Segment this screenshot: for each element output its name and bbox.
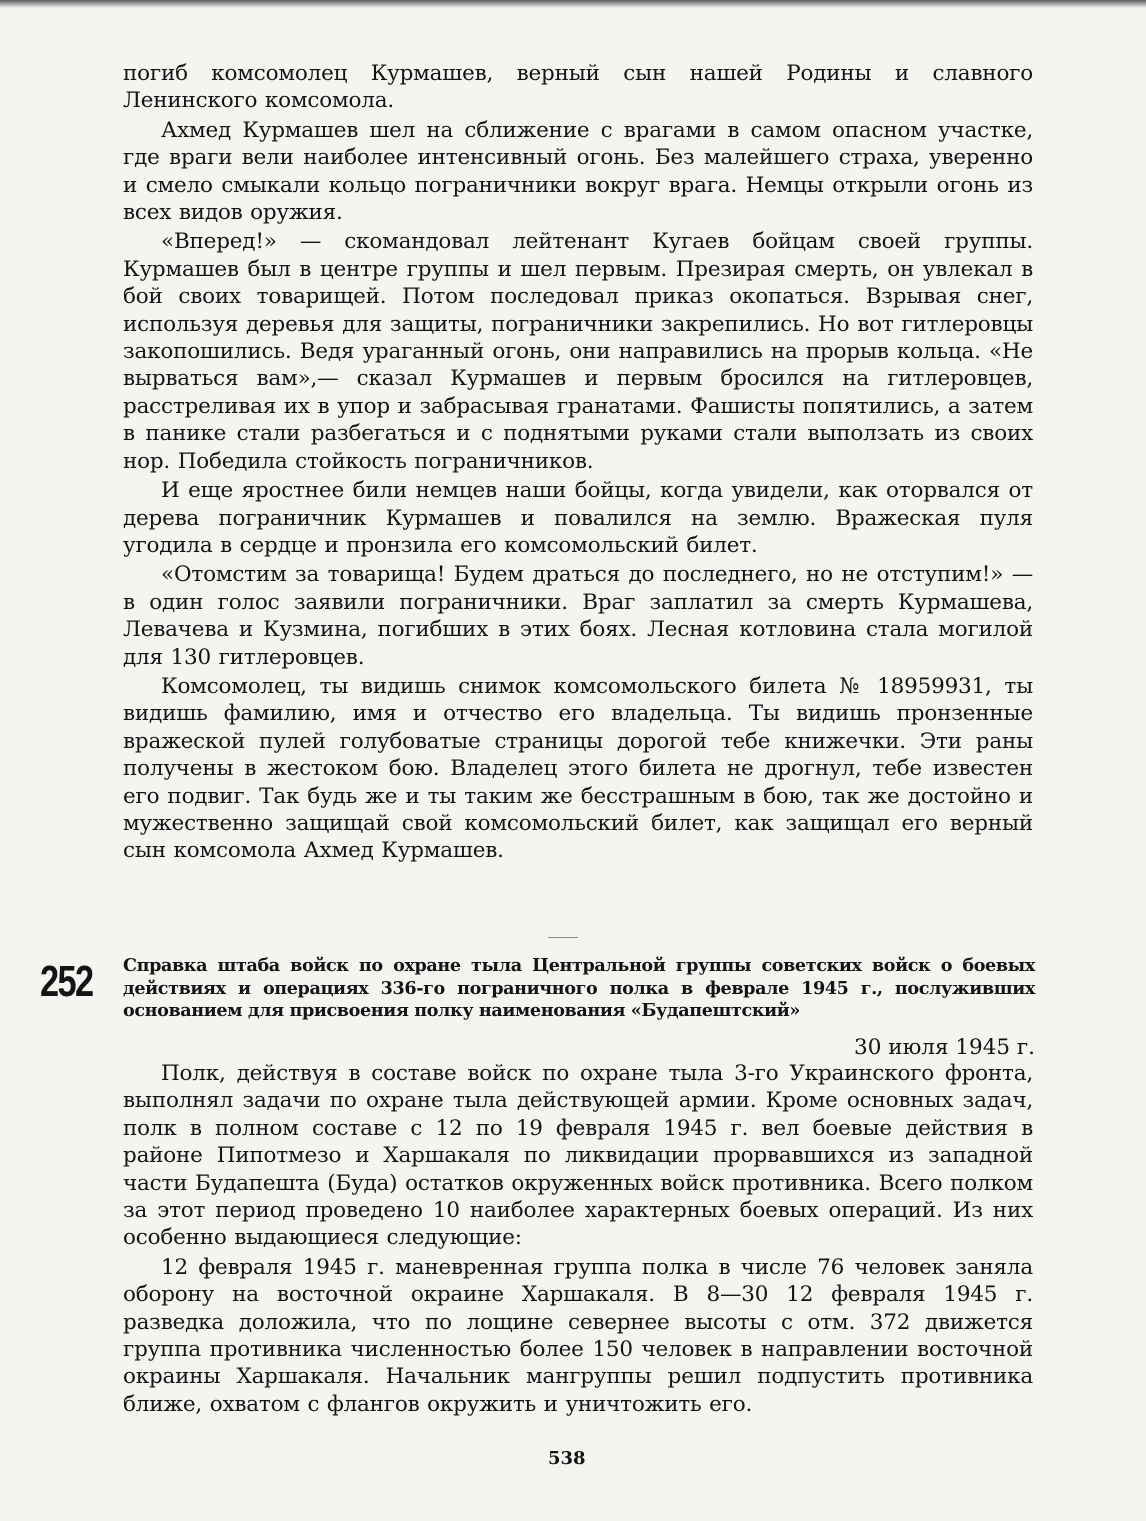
section-divider [548,937,578,938]
paragraph: погиб комсомолец Курмашев, верный сын нашей Родины и славного Ленинского комсомола. [123,61,1033,114]
body-text-bottom [123,1060,1033,1418]
page-number: 538 [548,1448,586,1469]
paragraph: Полк, действуя в составе войск по охране тыла 3-го Украинского фронта, выполнял задачи по охране тыла действующей армии. Кроме основных задач, полк в полном составе с 12 по 19 февраля 1945 г. вел боевые действия в районе Пипотмезо и Харшакаля по ликвидации прорвавшихся из западной части Будапешта (Буда) остатков окруженных войск противника. Всего полком за этот период проведено 10 наиболее характерных боевых операций. Из них особенно выдающиеся следующие: [123,1061,1033,1251]
paragraph: И еще яростнее били немцев наши бойцы, когда увидели, как оторвался от дерева пограничник Курмашев и повалился на землю. Вражеская пуля угодила в сердце и пронзила его комсомольский билет. [123,478,1033,558]
paragraph: 12 февраля 1945 г. маневренная группа полка в числе 76 человек заняла оборону на восточной окраине Харшакаля. В 8—30 12 февраля 1945 г. разведка доложила, что по лощине севернее высоты с отм. 372 движется группа противника численностью более 150 человек в направлении восточной окраины Харшакаля. Начальник мангруппы решил подпустить противника ближе, охватом с флангов окружить и уничтожить его. [123,1254,1033,1417]
document-date: 30 июля 1945 г. [854,1035,1035,1060]
paragraph: Комсомолец, ты видишь снимок комсомольского билета № 18959931, ты видишь фамилию, имя и отчество его владельца. Ты видишь пронзенные вражеской пулей голубоватые страницы дорогой тебе книжечки. Эти раны получены в жестоком бою. Владелец этого билета не дрогнул, тебе известен его подвиг. Так будь же и ты таким же бесстрашным в бою, так же достойно и мужественно защищай свой комсомольский билет, как защищал его верный сын комсомола Ахмед Курмашев. [123,673,1033,864]
paragraph: «Вперед!» — скомандовал лейтенант Кугаев бойцам своей группы. Курмашев был в центре группы и шел первым. Презирая смерть, он увлекал в бой своих товарищей. Потом последовал приказ окопаться. Взрывая снег, используя деревья для защиты, пограничники закрепились. Но вот гитлеровцы закопошились. Ведя ураганный огонь, они направились на прорыв кольца. «Не вырваться вам»,— сказал Курмашев и первым бросился на гитлеровцев, расстреливая их в упор и забрасывая гранатами. Фашисты попятились, а затем в панике стали разбегаться и с поднятыми руками стали выползать из своих нор. Победила стойкость пограничников. [123,229,1033,474]
paragraph: Ахмед Курмашев шел на сближение с врагами в самом опасном участке, где враги вели наиболее интенсивный огонь. Без малейшего страха, уверенно и смело смыкали кольцо пограничники вокруг врага. Немцы открыли огонь из всех видов оружия. [123,117,1033,226]
document-number: 252 [40,957,93,1006]
body-text-top [123,60,1033,865]
document-title: Справка штаба войск по охране тыла Центральной группы советских войск о боевых действиях и операциях 336-го пограничного полка в феврале 1945 г., послуживших основанием для присвоения полку наименования «Будапештский» [123,955,1035,1022]
scan-edge-shadow [0,0,1146,8]
paragraph: «Отомстим за товарища! Будем драться до последнего, но не отступим!» — в один голос заявили пограничники. Враг заплатил за смерть Курмашева, Левачева и Кузмина, погибших в этих боях. Лесная котловина стала могилой для 130 гитлеровцев. [123,562,1033,670]
